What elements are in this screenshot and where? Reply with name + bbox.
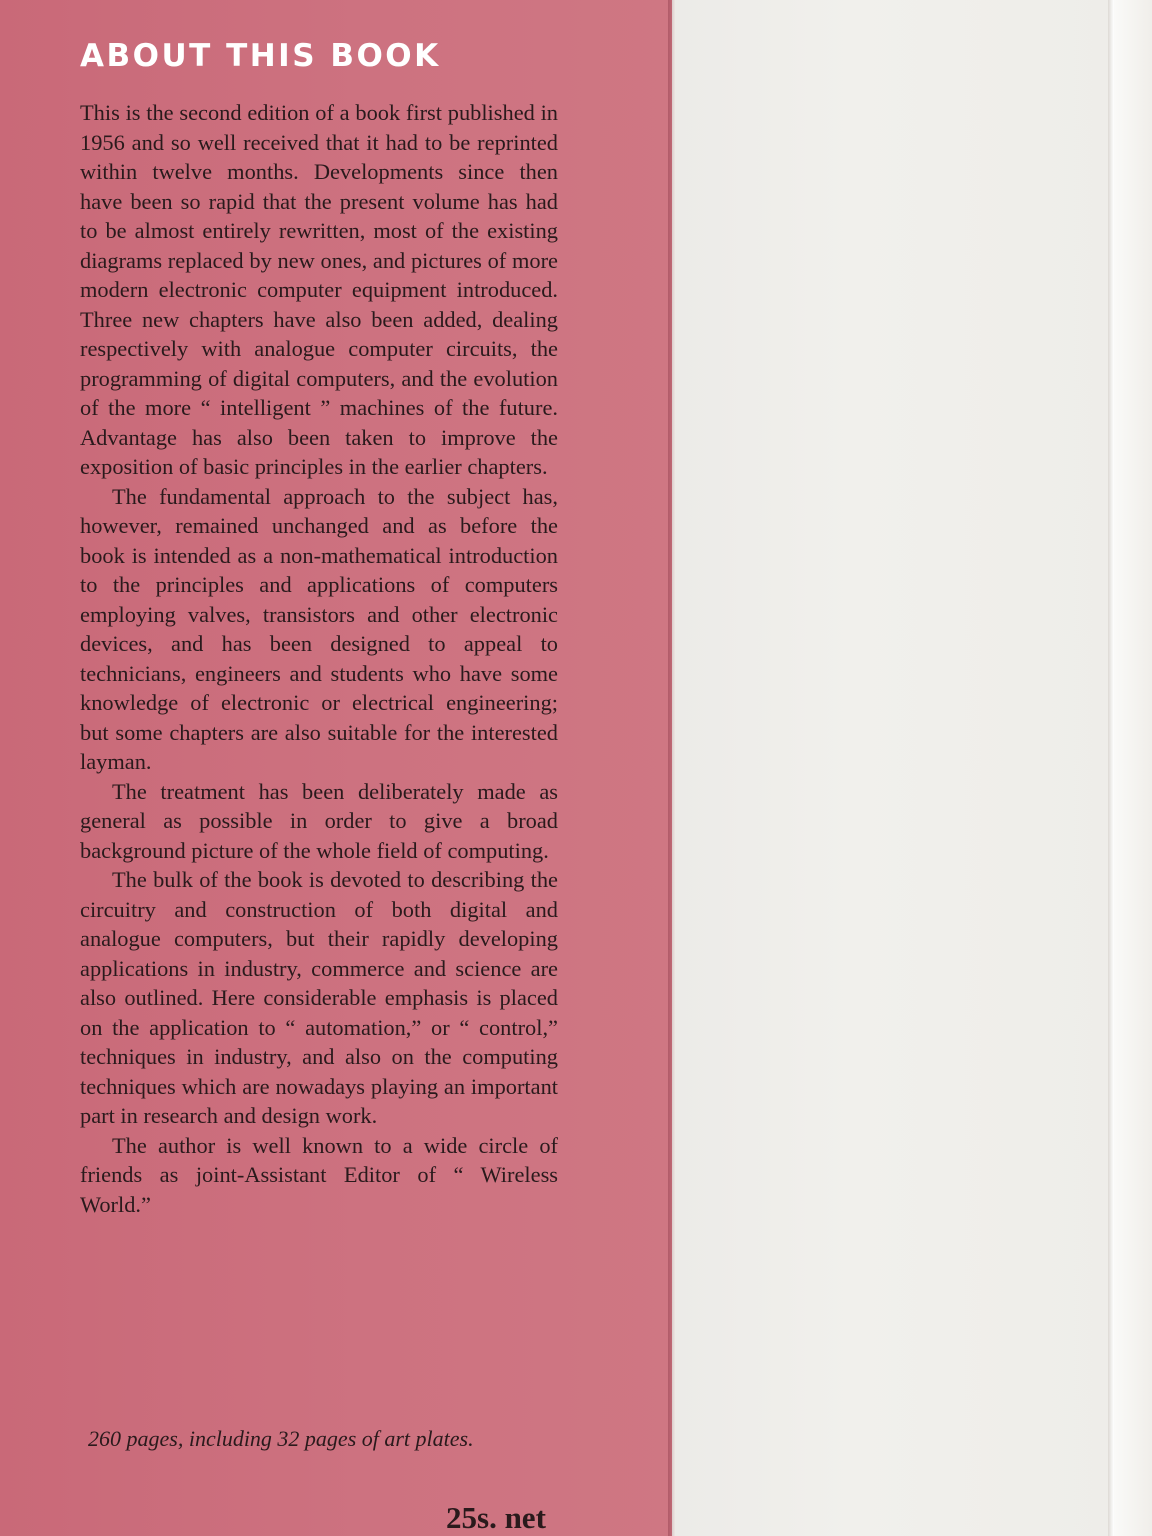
blurb-paragraph: This is the second edition of a book first published in 1956 and so well received that it had to be reprinted within twelve months. Developments since then have been so rapid that the present volume has had to be almost entirely rewritten, most of the existing diagrams replaced by new ones, and pictures of more modern electronic computer equipment introduced. Three new chapters have also been added, dealing respectively with analogue computer circuits, the programming of digital computers, and the evolution of the more “ intelligent ” machines of the future. Advantage has also been taken to improve the exposition of basic principles in the earlier chapters. <box>80 100 558 479</box>
section-heading: ABOUT THIS BOOK <box>80 38 441 74</box>
blurb-paragraph: The author is well known to a wide circle of friends as joint-Assistant Editor of “ Wireless World.” <box>80 1132 558 1217</box>
blurb-paragraph: The bulk of the book is devoted to describing the circuitry and construction of both digital and analogue computers, but their rapidly developing applications in industry, commerce and science are also outlined. Here considerable emphasis is placed on the application to “ automation,” or “ control,” techniques in industry, and also on the computing techniques which are nowadays playing an important part in research and design work. <box>80 867 558 1128</box>
flap-shadow <box>668 0 676 1536</box>
page-count-note: 260 pages, including 32 pages of art plates. <box>88 1426 474 1451</box>
blurb-text <box>80 98 558 1219</box>
blurb-paragraph: The fundamental approach to the subject has, however, remained unchanged and as before the book is intended as a non-mathematical introduction to the principles and applications of computers employing valves, transistors and other electronic devices, and has been designed to appeal to technicians, engineers and students who have some knowledge of electronic or electrical engineering; but some chapters are also suitable for the interested layman. <box>80 483 558 774</box>
board-edge <box>1114 0 1152 1536</box>
cover-board <box>676 0 1116 1536</box>
price-label: 25s. net <box>446 1500 546 1535</box>
blurb-paragraph: The treatment has been deliberately made as general as possible in order to give a broad background picture of the whole field of computing. <box>80 778 558 863</box>
